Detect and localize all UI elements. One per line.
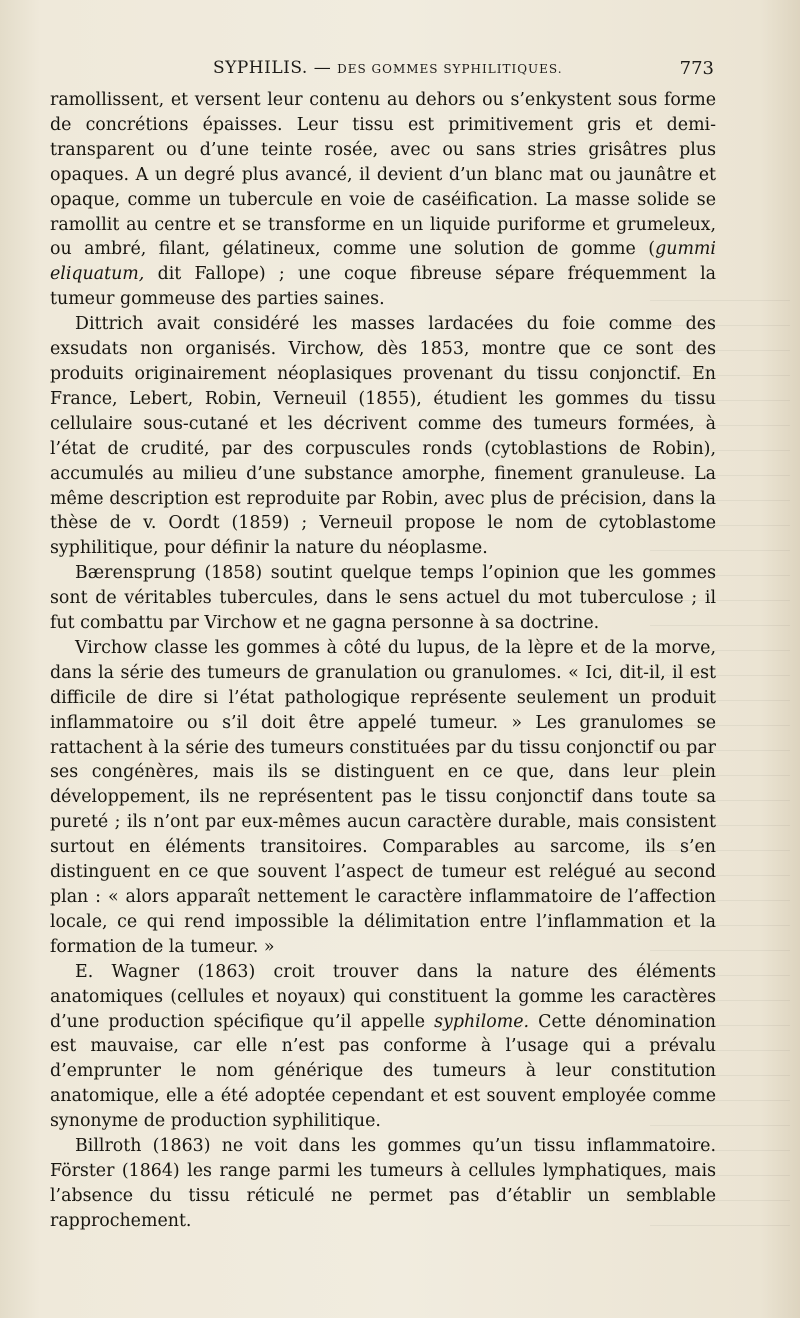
italic-term: syphilome. [434, 1011, 530, 1032]
title-dash: — [313, 58, 332, 78]
chapter-title: SYPHILIS. [213, 58, 308, 78]
italic-term: gummi eliquatum, [50, 239, 716, 285]
paragraph-wagner: E. Wagner (1863) croit trouver dans la nature des éléments anatomiques (cellules et noyaux) qui constituent la gomme les caractères d’une production spécifique qu’il appelle syphilome. Cette dénomination est mauvaise, car elle n’est pas conforme à l’usage qui a prévalu d’emprunter le nom générique des tumeurs à leur constitution anatomique, elle a été adoptée cependant et est souvent employée comme synonyme de production syphilitique. [50, 961, 717, 1132]
paragraph-baerensprung: Bærensprung (1858) soutint quelque temps l’opinion que les gommes sont de véritables tubercules, dans le sens actuel du mot tuberculose ; il fut combattu par Virchow et ne gagna personne à sa doctrine. [50, 563, 716, 634]
body-text [50, 88, 716, 1234]
paragraph-continued: ramollissent, et versent leur contenu au dehors ou s’enkystent sous forme de concrétions épaisses. Leur tissu est primitivement gris et demi-transparent ou d’une teinte rosée, avec ou sans stries grisâtres plus opaques. A un degré plus avancé, il devient d’un blanc mat ou jaunâtre et opaque, comme un tubercule en voie de caséification. La masse solide se ramollit au centre et se transforme en un liquide puriforme et grumeleux, ou ambré, filant, gélatineux, comme une solution de gomme (gummi eliquatum, dit Fallope) ; une coque fibreuse sépare fréquemment la tumeur gommeuse des parties saines. [50, 90, 716, 310]
section-title: DES GOMMES SYPHILITIQUES. [337, 62, 563, 76]
running-head-title [213, 58, 563, 78]
running-head [48, 58, 714, 82]
paragraph-dittrich: Dittrich avait considéré les masses lardacées du foie comme des exsudats non organisés. Virchow, dès 1853, montre que ce sont des produits originairement néoplasiques provenant du tissu conjonctif. En France, Lebert, Robin, Verneuil (1855), étudient les gommes du tissu cellulaire sous-cutané et les décrivent comme des tumeurs formées, à l’état de crudité, par des corpuscules ronds (cytoblastions de Robin), accumulés au milieu d’une substance amorphe, finement granuleuse. La même description est reproduite par Robin, avec plus de précision, dans la thèse de v. Oordt (1859) ; Verneuil propose le nom de cytoblastome syphilitique, pour définir la nature du néoplasme. [50, 314, 716, 559]
paragraph-virchow: Virchow classe les gommes à côté du lupus, de la lèpre et de la morve, dans la série des tumeurs de granulation ou granulomes. « Ici, dit-il, il est difficile de dire si l’état pathologique représente seulement un produit inflammatoire ou s’il doit être appelé tumeur. » Les granulomes se rattachent à la série des tumeurs constituées par du tissu conjonctif ou par ses congénères, mais ils se distinguent en ce que, dans leur plein développement, ils ne représentent pas le tissu conjonctif dans toute sa pureté ; ils n’ont par eux-mêmes aucun caractère durable, mais consistent surtout en éléments transitoires. Comparables au sarcome, ils s’en distinguent en ce que souvent l’aspect de tumeur est relégué au second plan : « alors apparaît nettement le caractère inflammatoire de l’affection locale, ce qui rend impossible la délimitation entre l’inflammation et la formation de la tumeur. » [50, 637, 716, 957]
page-number: 773 [679, 58, 714, 79]
paragraph-billroth: Billroth (1863) ne voit dans les gommes qu’un tissu inflammatoire. Förster (1864) les range parmi les tumeurs à cellules lymphatiques, mais l’absence du tissu réticulé ne permet pas d’établir un semblable rapprochement. [50, 1136, 716, 1231]
